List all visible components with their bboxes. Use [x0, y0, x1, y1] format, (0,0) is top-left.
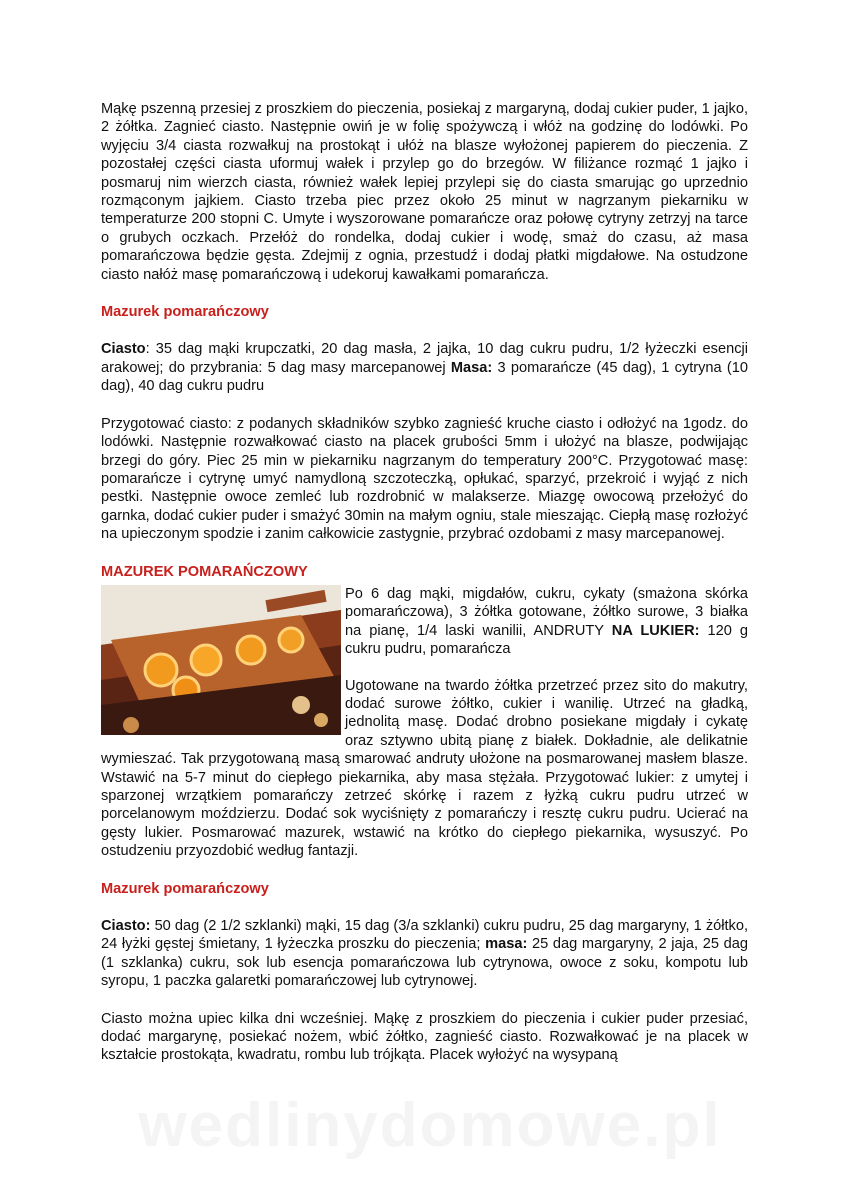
document-body: [101, 100, 748, 1084]
text-ciasto: : 35 dag mąki krupczatki, 20 dag masła, 2 jajka, 10 dag cukru pudru, 1/2 łyżeczki esencji arakowej; do przybrania: 5 dag masy marcepanowej: [101, 341, 748, 376]
mazurek-photo-illustration: [101, 585, 341, 735]
label-ciasto-3: Ciasto:: [101, 918, 151, 935]
text-masa-3: 25 dag margaryny, 2 jaja, 25 dag (1 szklanka) cukru, sok lub esencja pomarańczowa lub cytrynowa, owoce z soku, kompotu lub syropu, 1 paczka galaretki pomarańczowej lub cytrynowej.: [101, 936, 748, 990]
text-ingredients-2: Po 6 dag mąki, migdałów, cukru, cykaty (smażona skórka pomarańczowa), 3 żółtka gotowane, żółtko surowe, 3 białka na pianę, 1/4 laski wanilii, ANDRUTY: [345, 585, 748, 639]
watermark: wedlinydomowe.pl: [138, 1091, 722, 1160]
ingredients-paragraph-1: [101, 340, 748, 395]
preparation-paragraph-2: Ugotowane na twardo żółtka przetrzeć przez sito do makutry, dodać surowe żółtko, cukier i wanilię. Utrzeć na gładką, jednolitą masę. Dodać drobno posiekane migdały i cykatę oraz sztywno ubitą pianę z białek. Dokładnie, ale delikatnie wymieszać. Tak przygotowaną masą smarować andruty ułożone na posmarowanej masłem blasze. Wstawić na 5-7 minut do ciepłego piekarnika, aby masa stężała. Przygotować lukier: z umytej i sparzonej wrzątkiem pomarańczy zetrzeć skórkę i razem z łyżką cukru pudru utrzeć w porcelanowym moździerzu. Dodać sok wyciśnięty z pomarańczy i resztę cukru pudru. Ucierać na gęsty lukier. Posmarować mazurek, wstawić na krótko do ciepłego piekarnika, wysuszyć. Po ostudzeniu przyozdobić według fantazji.: [101, 677, 748, 860]
mazurek-photo: [101, 585, 341, 735]
label-na-lukier: NA LUKIER:: [611, 622, 700, 639]
ingredients-paragraph-3: [101, 917, 748, 991]
recipe-heading-3: Mazurek pomarańczowy: [101, 880, 269, 897]
paragraph-intro: Mąkę pszenną przesiej z proszkiem do pieczenia, posiekaj z margaryną, dodaj cukier puder, 1 jajko, 2 żółtka. Zagnieć ciasto. Następnie owiń je w folię spożywczą i włóż na godzinę do lodówki. Po wyjęciu 3/4 ciasta rozwałkuj na prostokąt i ułóż na blasze wyłożonej papierem do pieczenia. Z pozostałej części ciasta uformuj wałek i przylep go do brzegów. W filiżance rozmąć 1 jajko i posmaruj nim wierzch ciasta, również wałek lepiej przylepi się do ciasta smarując go uprzednio rozmąconym jajkiem. Ciasto trzeba piec przez około 25 minut w nagrzanym piekarniku w temperaturze 200 stopni C. Umyte i wyszorowane pomarańcze oraz połowę cytryny zetrzyj na tarce o grubych oczkach. Przełóż do rondelka, dodaj cukier i wodę, smaż do czasu, aż masa pomarańczowa będzie gęsta. Zdejmij z ognia, przestudź i dodaj płatki migdałowe. Na ostudzone ciasto nałóż masę pomarańczową i udekoruj kawałkami pomarańcza.: [101, 101, 748, 283]
label-masa-3: masa:: [485, 936, 528, 953]
text-lukier: 120 g cukru pudru, pomarańcza: [345, 622, 748, 658]
recipe-heading-1: Mazurek pomarańczowy: [101, 304, 269, 321]
text-masa: 3 pomarańcze (45 dag), 1 cytryna (10 dag), 40 dag cukru pudru: [101, 359, 748, 395]
text-ciasto-3: 50 dag (2 1/2 szklanki) mąki, 15 dag (3/a szklanki) cukru pudru, 25 dag margaryny, 1 żółtko, 24 łyżki gęstej śmietany, 1 łyżeczka proszku do pieczenia;: [101, 918, 748, 953]
recipe-heading-2: MAZUREK POMARAŃCZOWY: [101, 563, 308, 580]
label-masa: Masa:: [450, 359, 493, 376]
preparation-paragraph-1: Przygotować ciasto: z podanych składników szybko zagnieść kruche ciasto i odłożyć na 1godz. do lodówki. Następnie rozwałkować ciasto na placek grubości 5mm i ułożyć na blasze, podwijając brzegi do góry. Piec 25 min w piekarniku nagrzanym do temperatury 200°C. Przygotować masę: pomarańcze i cytrynę umyć namydloną szczoteczką, opłukać, sparzyć, przekroić i wyjąć z nich pestki. Następnie owoce zemleć lub rozdrobnić w malakserze. Miazgę owocową przełożyć do garnka, dodać cukier puder i smażyć 30min na małym ogniu, stale mieszając. Ciepłą masę rozłożyć na upieczonym spodzie i zanim całkowicie zastygnie, przybrać ozdobami z masy marcepanowej.: [101, 415, 748, 543]
preparation-paragraph-3: Ciasto można upiec kilka dni wcześniej. Mąkę z proszkiem do pieczenia i cukier puder przesiać, dodać margarynę, posiekać nożem, wbić żółtko, zagnieść ciasto. Rozwałkować je na placek w kształcie prostokąta, kwadratu, rombu lub trójkąta. Placek wyłożyć na wysypaną: [101, 1010, 748, 1064]
label-ciasto: Ciasto: [101, 341, 146, 358]
